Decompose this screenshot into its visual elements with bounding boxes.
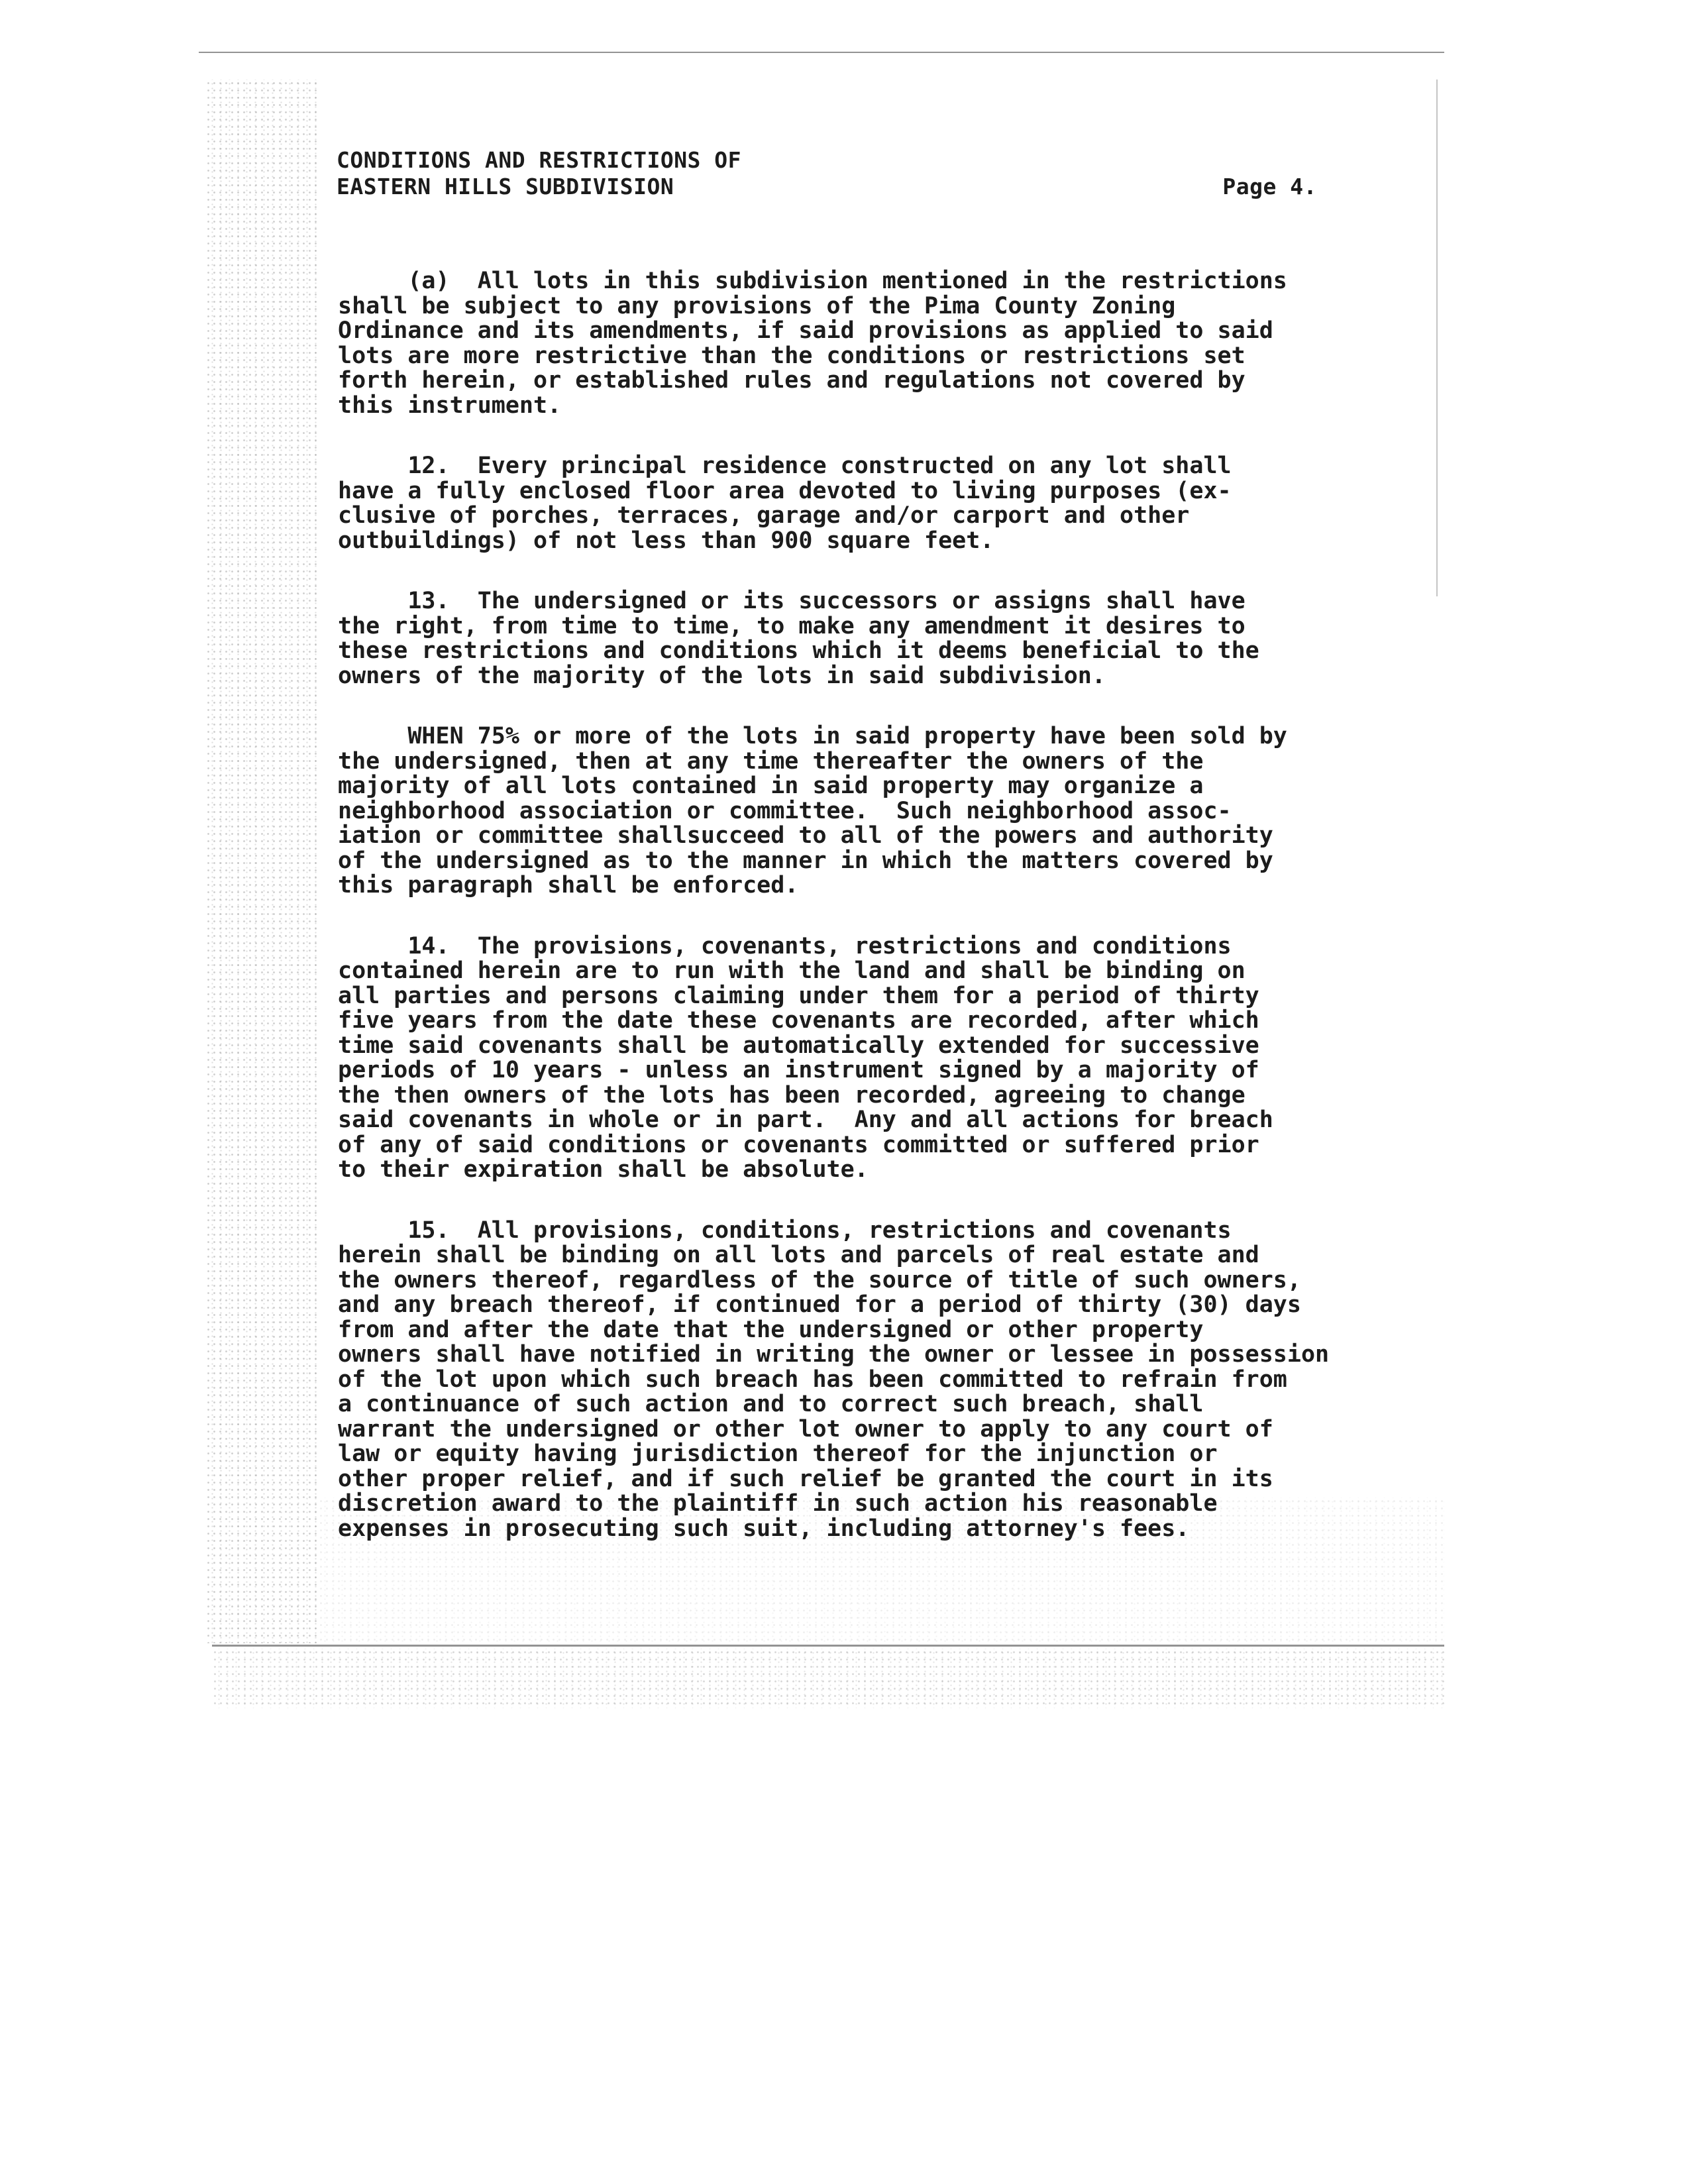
paragraph-14-term: 14. The provisions, covenants, restrictions and conditions contained herein are to run with the land and shall be binding on all parties and persons claiming under them for a period of thirty five years from the date these covenants are recorded, after which time said covenants shall be automatically extended for successive periods of 10 years - unless an instrument signed by a majority of the then owners of the lots has been recorded, agreeing to change said covenants in whole or in part. Any and all actions for breach of any of said conditions or covenants committed or suffered prior to their expiration shall be absolute.: [338, 932, 1273, 1183]
paragraph-15-enforcement: 15. All provisions, conditions, restrictions and covenants herein shall be binding on all lots and parcels of real estate and the owners thereof, regardless of the source of title of such owners, and any breach thereof, if continued for a period of thirty (30) days from and after the date that the undersigned or other property owners shall have notified in writing the owner or lessee in possession of the lot upon which such breach has been committed to refrain from a continuance of such action and to correct such breach, shall warrant the undersigned or other lot owner to apply to any court of law or equity having jurisdiction thereof for the injunction or other proper relief, and if such relief be granted the court in its discretion award to the plaintiff in such action his reasonable expenses in prosecuting such suit, including attorney's fees.: [338, 1217, 1330, 1542]
title-line-2: EASTERN HILLS SUBDIVISION: [337, 174, 674, 199]
paragraph-13-amendment: 13. The undersigned or its successors or assigns shall have the right, from time to time, to make any amendment it desires to these restrictions and conditions which it deems beneficial to the owners of the majority of the lots in said subdivision.: [338, 588, 1259, 689]
document-body: [338, 269, 1385, 1577]
top-scan-edge: [199, 52, 1444, 53]
page-number: Page 4.: [1222, 174, 1317, 199]
paragraph-a-zoning: (a) All lots in this subdivision mentioned in the restrictions shall be subject to any provisions of the Pima County Zoning Ordinance and its amendments, if said provisions as applied to said lots are more restrictive than the conditions or restrictions set forth herein, or established rules and regulations not covered by this instrument.: [338, 268, 1287, 419]
title-line-1: CONDITIONS AND RESTRICTIONS OF: [337, 147, 742, 173]
paragraph-12-floor-area: 12. Every principal residence constructed on any lot shall have a fully enclosed floor area devoted to living purposes (ex- clusive of porches, terraces, garage and/or carport and other outbuildings) of not less than 900 square feet.: [338, 453, 1232, 554]
bottom-scan-edge: [212, 1645, 1444, 1647]
paragraph-neighborhood-association: WHEN 75% or more of the lots in said property have been sold by the undersigned, then at any time thereafter the owners of the majority of all lots contained in said property may organize a neighborhood association or committee. Such neighborhood assoc- iation or committee shallsucceed to all of the powers and authority of the undersigned as to the manner in which the matters covered by this paragraph shall be enforced.: [338, 723, 1287, 899]
left-margin-speckle: [205, 80, 318, 1643]
right-scan-edge: [1436, 80, 1438, 596]
bottom-band-speckle: [212, 1649, 1444, 1708]
document-header: [337, 147, 1317, 200]
document-title: [337, 147, 1317, 200]
